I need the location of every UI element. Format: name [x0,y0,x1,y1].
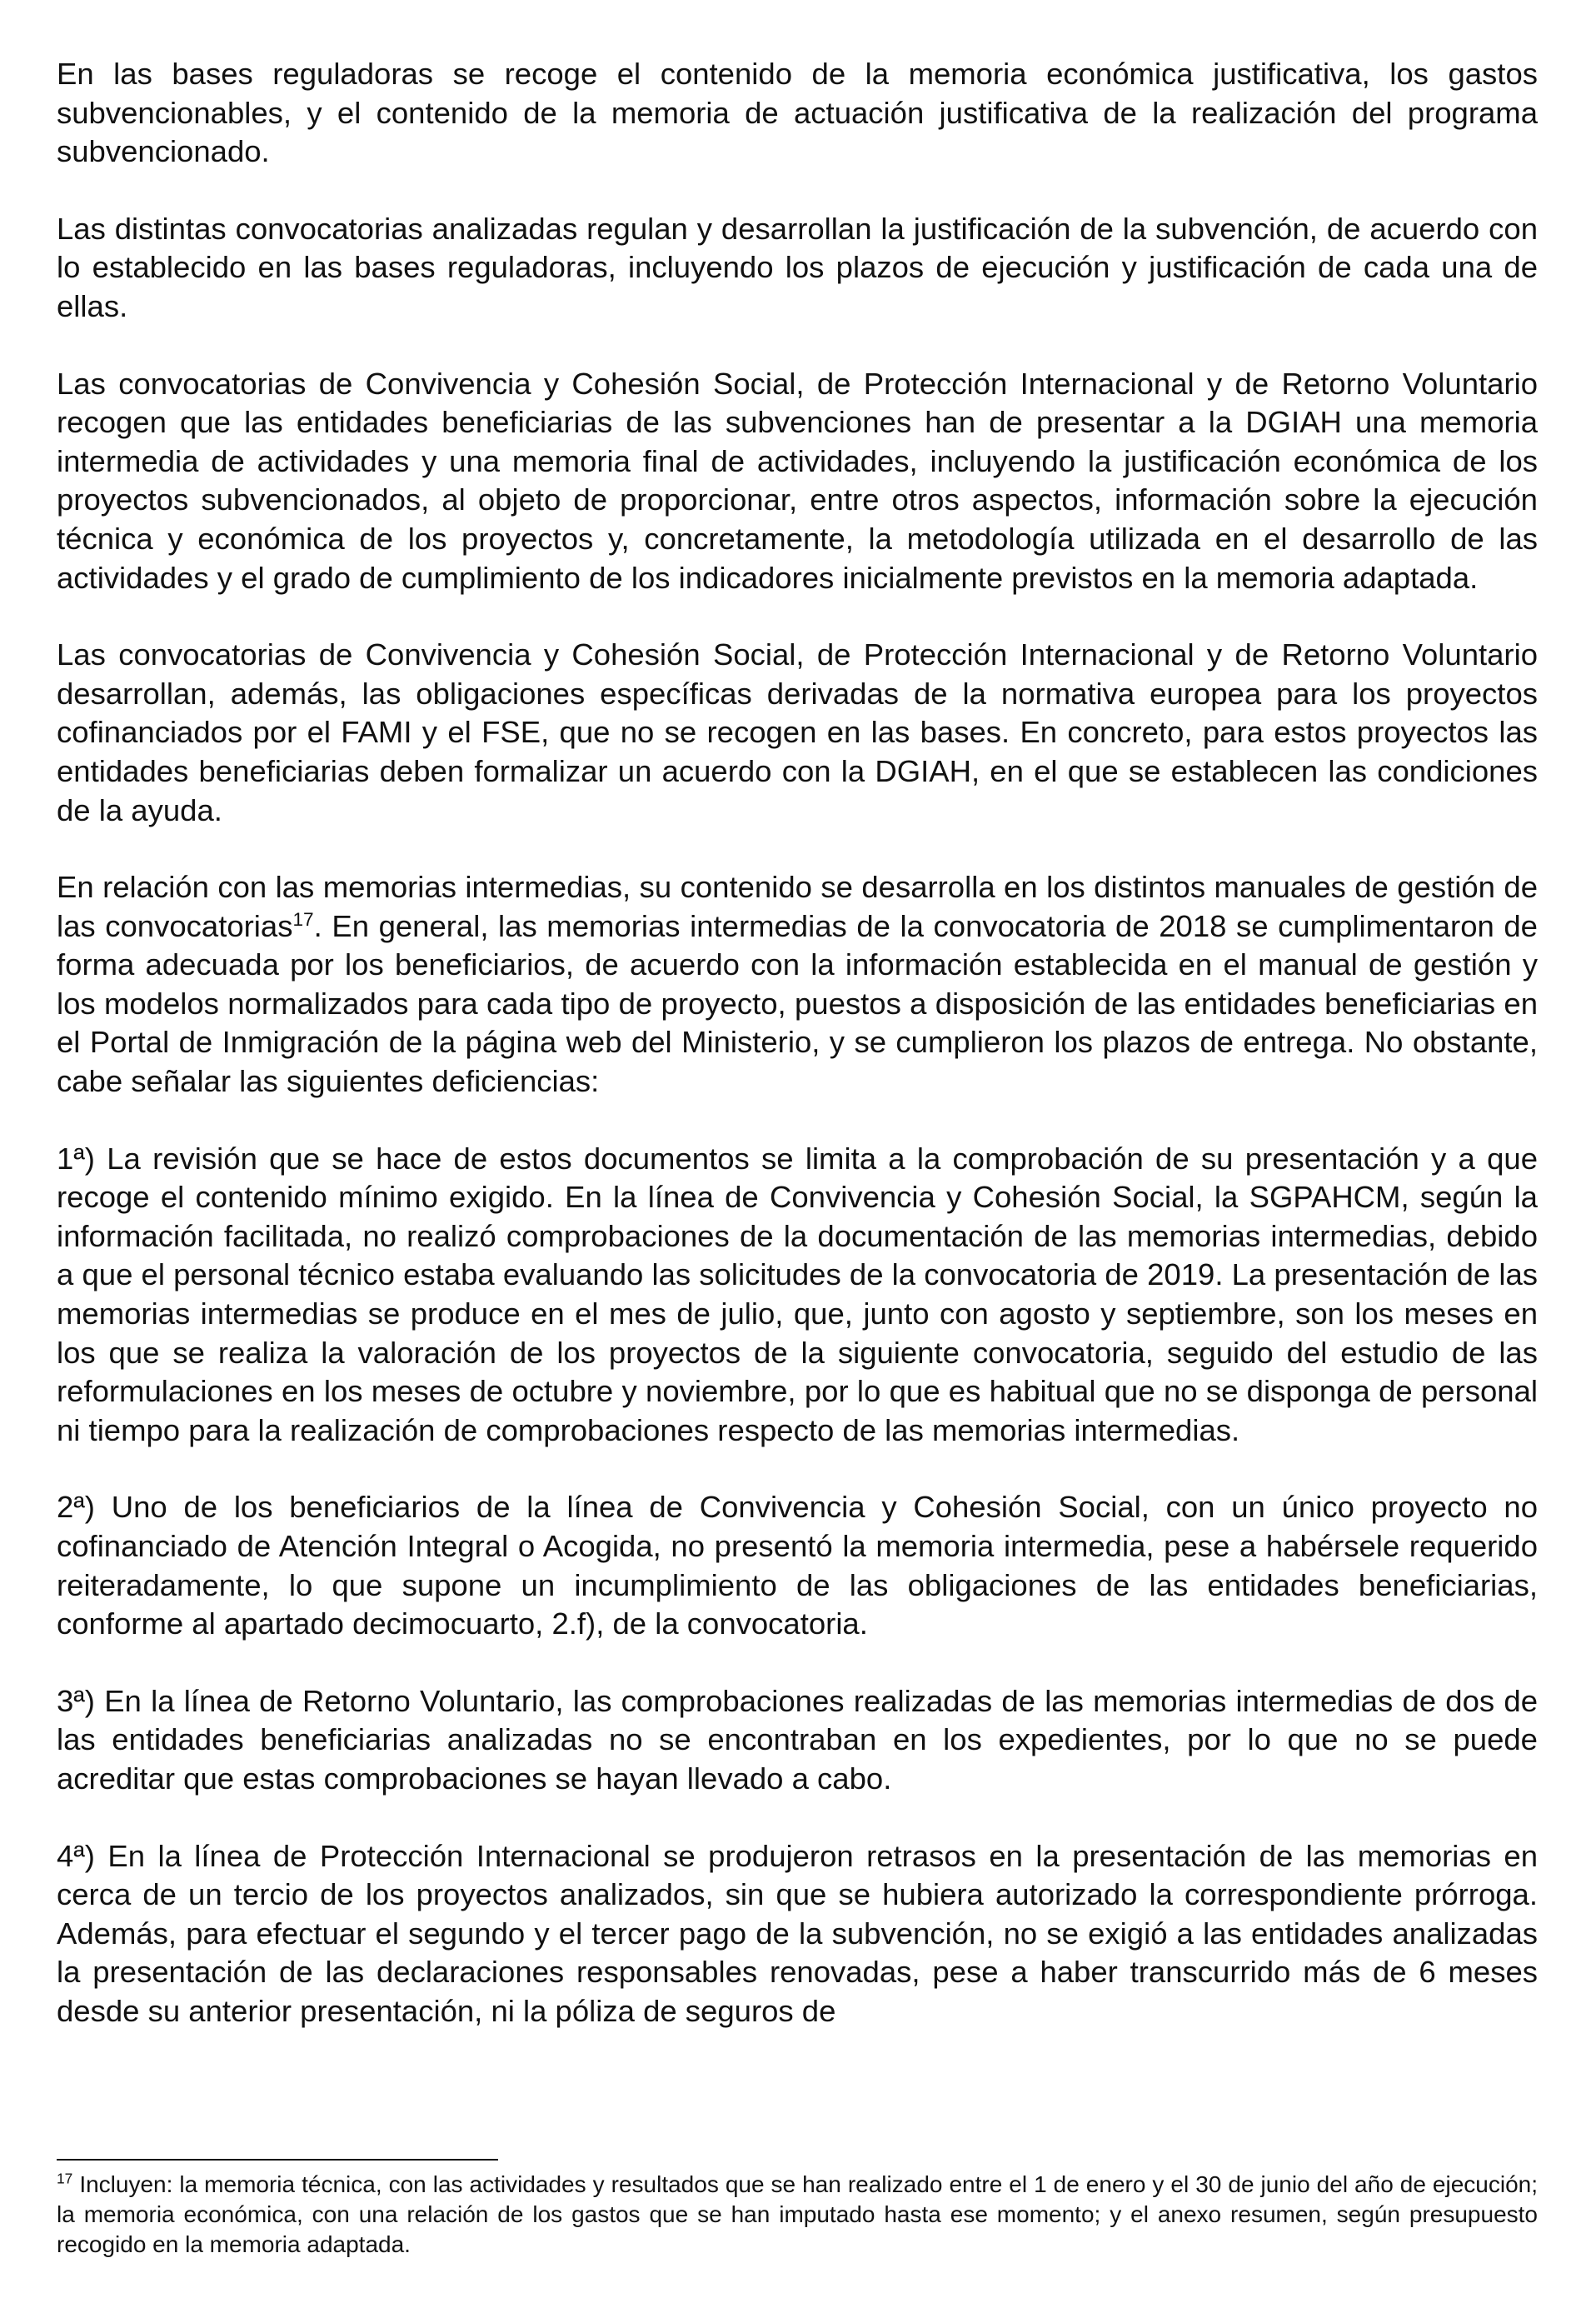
deficiencia-4: 4ª) En la línea de Protección Internacional se produjeron retrasos en la presentación de las memorias en cerca de un tercio de los proyectos analizados, sin que se hubiera autorizado la correspondiente prórroga. Además, para efectuar el segundo y el tercer pago de la subvención, no se exigió a las entidades analizadas la presentación de las declaraciones responsables renovadas, pese a haber transcurrido más de 6 meses desde su anterior presentación, ni la póliza de seguros de [57,1838,1538,2028]
paragraph-text-after-note: . En general, las memorias intermedias de la convocatoria de 2018 se cumplimentaron de forma adecuada por los beneficiarios, de acuerdo con la información establecida en el manual de gestión y los modelos normalizados para cada tipo de proyecto, puestos a disposición de las entidades beneficiarias en el Portal de Inmigración de la página web del Ministerio, y se cumplieron los plazos de entrega. No obstante, cabe señalar las siguientes deficiencias: [57,908,1538,1099]
footnote-text: Incluyen: la memoria técnica, con las actividades y resultados que se han realizado entre el 1 de enero y el 30 de junio del año de ejecución; la memoria económica, con una relación de los gastos que se han imputado hasta ese momento; y el anexo resumen, según presupuesto recogido en la memoria adaptada. [57,2171,1538,2257]
footnote-divider [57,2159,498,2161]
footnote-number: 17 [57,2170,73,2187]
paragraph-convocatorias-analizadas: Las distintas convocatorias analizadas regulan y desarrollan la justificación de la subvención, de acuerdo con lo establecido en las bases reguladoras, incluyendo los plazos de ejecución y justificación de cada una de ellas. [57,211,1538,323]
deficiencia-2: 2ª) Uno de los beneficiarios de la línea de Convivencia y Cohesión Social, con un único proyecto no cofinanciado de Atención Integral o Acogida, no presentó la memoria intermedia, pese a habérsele requerido reiteradamente, lo que supone un incumplimiento de las obligaciones de las entidades beneficiarias, conforme al apartado decimocuarto, 2.f), de la convocatoria. [57,1490,1538,1641]
paragraph-memorias-intermedias [57,868,1538,1102]
deficiencia-1: 1ª) La revisión que se hace de estos documentos se limita a la comprobación de su presentación y a que recoge el contenido mínimo exigido. En la línea de Convivencia y Cohesión Social, la SGPAHCM, según la información facilitada, no realizó comprobaciones de la documentación de las memorias intermedias, debido a que el personal técnico estaba evaluando las solicitudes de la convocatoria de 2019. La presentación de las memorias intermedias se produce en el mes de julio, que, junto con agosto y septiembre, son los meses en los que se realiza la valoración de los proyectos de la siguiente convocatoria, seguido del estudio de las reformulaciones en los meses de octubre y noviembre, por lo que es habitual que no se disponga de personal ni tiempo para la realización de comprobaciones respecto de las memorias intermedias. [57,1141,1538,1447]
footnote [57,2170,1538,2260]
paragraph-memorias-actividades: Las convocatorias de Convivencia y Cohesión Social, de Protección Internacional y de Retorno Voluntario recogen que las entidades beneficiarias de las subvenciones han de presentar a la DGIAH una memoria intermedia de actividades y una memoria final de actividades, incluyendo la justificación económica de los proyectos subvencionados, al objeto de proporcionar, entre otros aspectos, información sobre la ejecución técnica y económica de los proyectos y, concretamente, la metodología utilizada en el desarrollo de las actividades y el grado de cumplimiento de los indicadores inicialmente previstos en la memoria adaptada. [57,366,1538,595]
paragraph-obligaciones-europeas: Las convocatorias de Convivencia y Cohesión Social, de Protección Internacional y de Retorno Voluntario desarrollan, además, las obligaciones específicas derivadas de la normativa europea para los proyectos cofinanciados por el FAMI y el FSE, que no se recogen en las bases. En concreto, para estos proyectos las entidades beneficiarias deben formalizar un acuerdo con la DGIAH, en el que se establecen las condiciones de la ayuda. [57,637,1538,827]
document-body [57,55,1538,2070]
paragraph-bases-reguladoras: En las bases reguladoras se recoge el contenido de la memoria económica justificativa, los gastos subvencionables, y el contenido de la memoria de actuación justificativa de la realización del programa subvencionado. [57,57,1538,169]
paragraph-text-before-note: En relación con las memorias intermedias, su contenido se desarrolla en los distintos manuales de gestión de las convocatorias [57,870,1538,943]
footnote-reference: 17 [292,908,314,930]
deficiencia-3: 3ª) En la línea de Retorno Voluntario, las comprobaciones realizadas de las memorias intermedias de dos de las entidades beneficiarias analizadas no se encontraban en los expedientes, por lo que no se puede acreditar que estas comprobaciones se hayan llevado a cabo. [57,1683,1538,1796]
